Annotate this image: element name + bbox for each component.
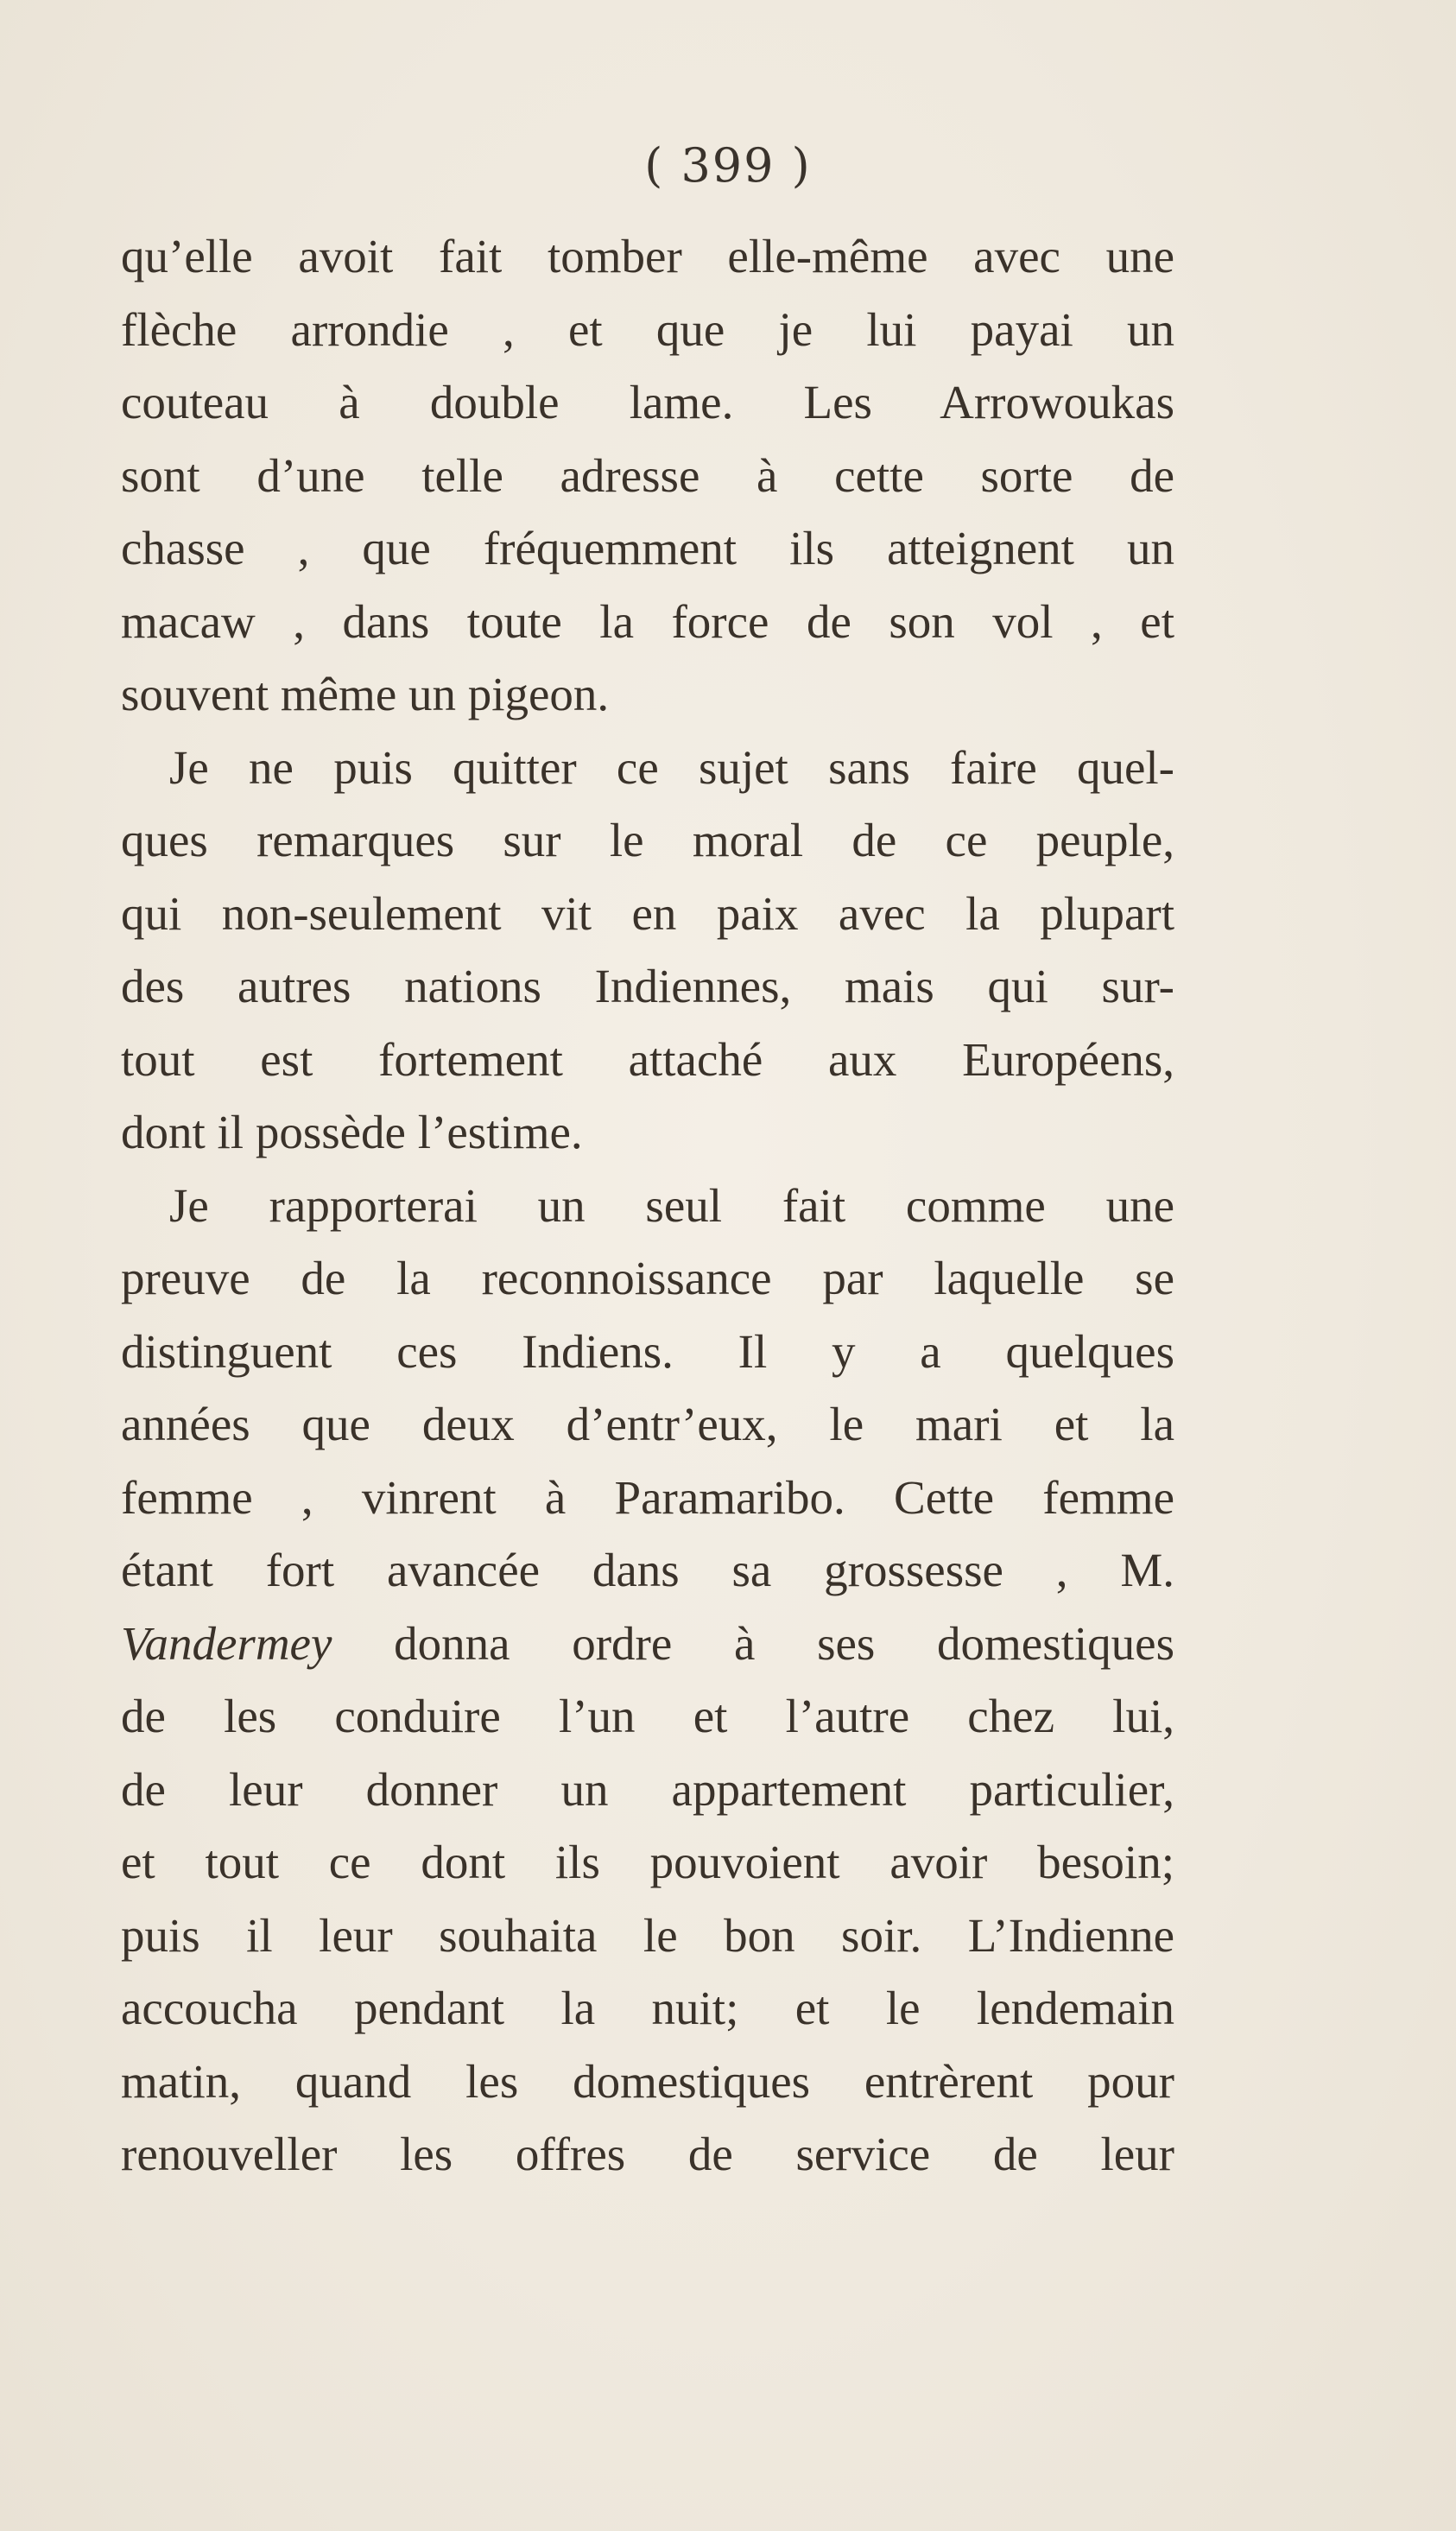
text-line: tout est fortement attaché aux Européens, xyxy=(121,1032,1174,1086)
text-line: distinguent ces Indiens. Il y a quelques xyxy=(121,1324,1174,1378)
text-line: dont il possède l’estime. xyxy=(121,1106,583,1158)
text-line: de les conduire l’un et l’autre chez lui, xyxy=(121,1690,1174,1742)
text-line: flèche arrondie , et que je lui payai un xyxy=(121,302,1174,356)
text-line-rest: donna ordre à ses domestiques xyxy=(332,1616,1174,1670)
text-line: couteau à double lame. Les Arrowoukas xyxy=(121,376,1174,428)
text-line: matin, quand les domestiques entrèrent pour xyxy=(121,2054,1174,2108)
text-line: de leur donner un appartement particulier, xyxy=(121,1762,1174,1816)
text-line: sont d’une telle adresse à cette sorte de xyxy=(121,448,1174,502)
text-line: Je ne puis quitter ce sujet sans faire quel- xyxy=(169,740,1174,794)
text-line: qu’elle avoit fait tomber elle-même avec une xyxy=(121,230,1174,282)
text-line: ques remarques sur le moral de ce peuple, xyxy=(121,814,1174,866)
text-line: chasse , que fréquemment ils atteignent un xyxy=(121,522,1174,574)
text-line: et tout ce dont ils pouvoient avoir besoin; xyxy=(121,1836,1174,1888)
text-line xyxy=(121,1608,1174,1681)
text-line: des autres nations Indiennes, mais qui sur- xyxy=(121,960,1174,1012)
italic-name: Vandermey xyxy=(121,1616,332,1670)
text-line: années que deux d’entr’eux, le mari et la xyxy=(121,1398,1174,1450)
body-text xyxy=(121,220,1174,2192)
text-line: femme , vinrent à Paramaribo. Cette femme xyxy=(121,1470,1174,1524)
page-number: ( 399 ) xyxy=(644,138,812,193)
text-line: qui non-seulement vit en paix avec la plupart xyxy=(121,886,1174,940)
text-line: puis il leur souhaita le bon soir. L’Indienne xyxy=(121,1908,1174,1962)
text-line: étant fort avancée dans sa grossesse , M. xyxy=(121,1544,1174,1596)
text-line: souvent même un pigeon. xyxy=(121,668,610,720)
text-line: renouveller les offres de service de leur xyxy=(121,2128,1174,2180)
text-line: preuve de la reconnoissance par laquelle se xyxy=(121,1252,1174,1304)
text-line: macaw , dans toute la force de son vol , et xyxy=(121,594,1174,648)
text-line: accoucha pendant la nuit; et le lendemain xyxy=(121,1982,1174,2034)
text-line: Je rapporterai un seul fait comme une xyxy=(169,1178,1174,1232)
